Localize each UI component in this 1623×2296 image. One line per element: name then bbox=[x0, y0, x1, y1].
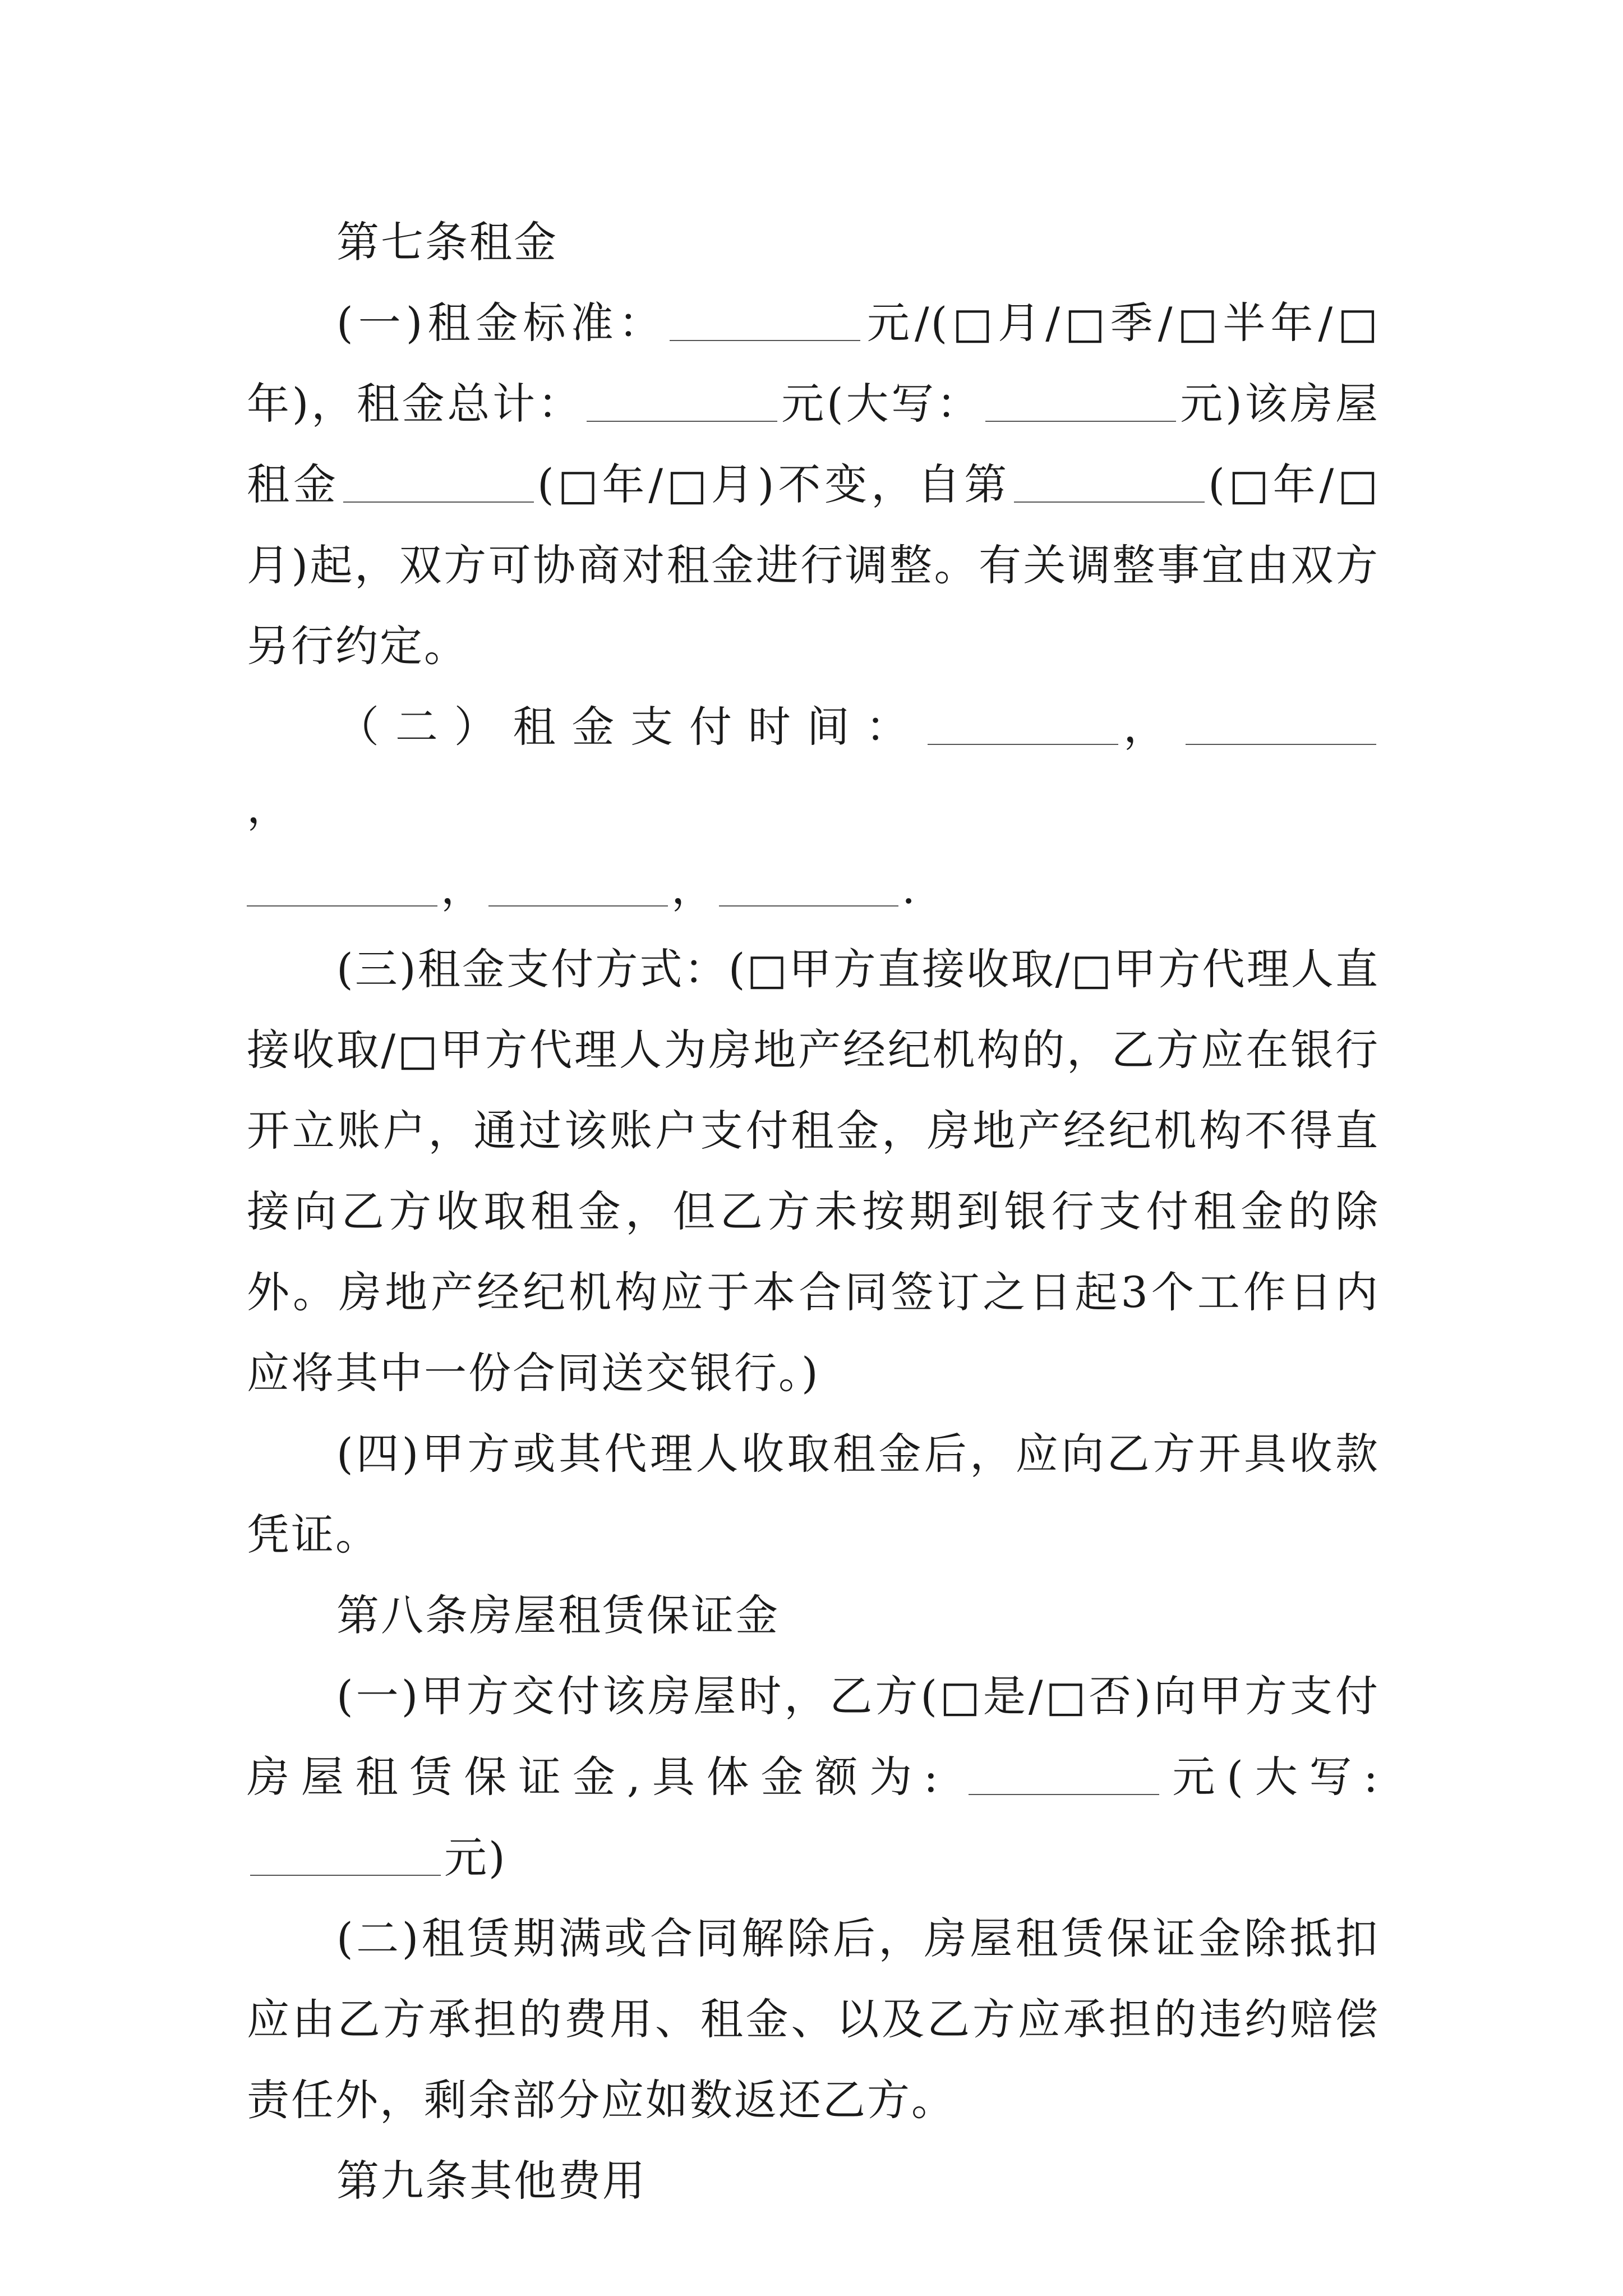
deposit-capital-blank bbox=[250, 1832, 441, 1876]
rent-standard-paragraph bbox=[247, 283, 1380, 687]
payment-time-blank-1 bbox=[928, 701, 1118, 745]
period-mark: . bbox=[902, 863, 917, 913]
article-9-heading: 第九条其他费用 bbox=[336, 2156, 647, 2206]
separator: ， bbox=[1122, 702, 1183, 752]
rent-from-text: (□年/□月)不变，自第 bbox=[537, 459, 1011, 509]
rent-fixed-text: 元)该房屋租金 bbox=[247, 379, 1380, 509]
rent-adjust-text: (□年/□月)起，双方可协商对租金进行调整。有关调整事宜由双方另行约定。 bbox=[247, 459, 1380, 671]
separator: ， bbox=[671, 863, 716, 913]
deposit-unit-text: 元) bbox=[444, 1833, 507, 1883]
article-7-heading: 第七条租金 bbox=[336, 217, 558, 267]
payment-time-blank-3 bbox=[247, 863, 437, 907]
rent-fixed-period-blank bbox=[343, 459, 534, 503]
article-8-heading: 第八条房屋租赁保证金 bbox=[336, 1590, 780, 1640]
rent-adjust-from-blank bbox=[1014, 459, 1205, 503]
rent-capital-blank bbox=[985, 378, 1176, 422]
payment-time-blank-2 bbox=[1186, 701, 1376, 745]
rent-receipt-paragraph: (四)甲方或其代理人收取租金后，应向乙方开具收款凭证。 bbox=[247, 1429, 1380, 1559]
rent-payment-time-paragraph bbox=[247, 687, 1380, 929]
contract-text bbox=[247, 202, 1380, 2221]
rent-payment-time-label: （二）租金支付时间： bbox=[336, 702, 925, 752]
payment-time-blank-4 bbox=[488, 863, 668, 907]
deposit-amount-label: (一)甲方交付该房屋时，乙方(□是/□否)向甲方支付房屋租赁保证金,具体金额为: bbox=[247, 1671, 1380, 1802]
deposit-amount-blank bbox=[969, 1751, 1159, 1795]
payment-time-blank-5 bbox=[719, 863, 898, 907]
rent-capital-label: 元(大写： bbox=[780, 379, 982, 429]
rent-payment-method-paragraph: (三)租金支付方式：(□甲方直接收取/□甲方代理人直接收取/□甲方代理人为房地产经纪机构的，乙方应在银行开立账户，通过该账户支付租金，房地产经纪机构不得直接向乙方收取租金，但乙方未按期到银行支付租金的除外。房地产经纪机构应于本合同签订之日起3个工作日内应将其中一份合同送交银行。) bbox=[247, 944, 1380, 1398]
rent-amount-blank bbox=[670, 297, 860, 341]
separator: ， bbox=[247, 783, 291, 832]
rent-standard-label: (一)租金标准： bbox=[336, 298, 666, 348]
rent-period-text: 元/(□月/□季/□半年/□年)，租金总计： bbox=[247, 298, 1380, 429]
separator: ， bbox=[441, 863, 485, 913]
rent-total-blank bbox=[587, 378, 777, 422]
deposit-refund-paragraph: (二)租赁期满或合同解除后，房屋租赁保证金除抵扣应由乙方承担的费用、租金、以及乙方应承担的违约赔偿责任外，剩余部分应如数返还乙方。 bbox=[247, 1913, 1380, 2125]
deposit-capital-label: 元(大写: bbox=[1162, 1752, 1380, 1802]
deposit-amount-paragraph bbox=[247, 1656, 1380, 1898]
